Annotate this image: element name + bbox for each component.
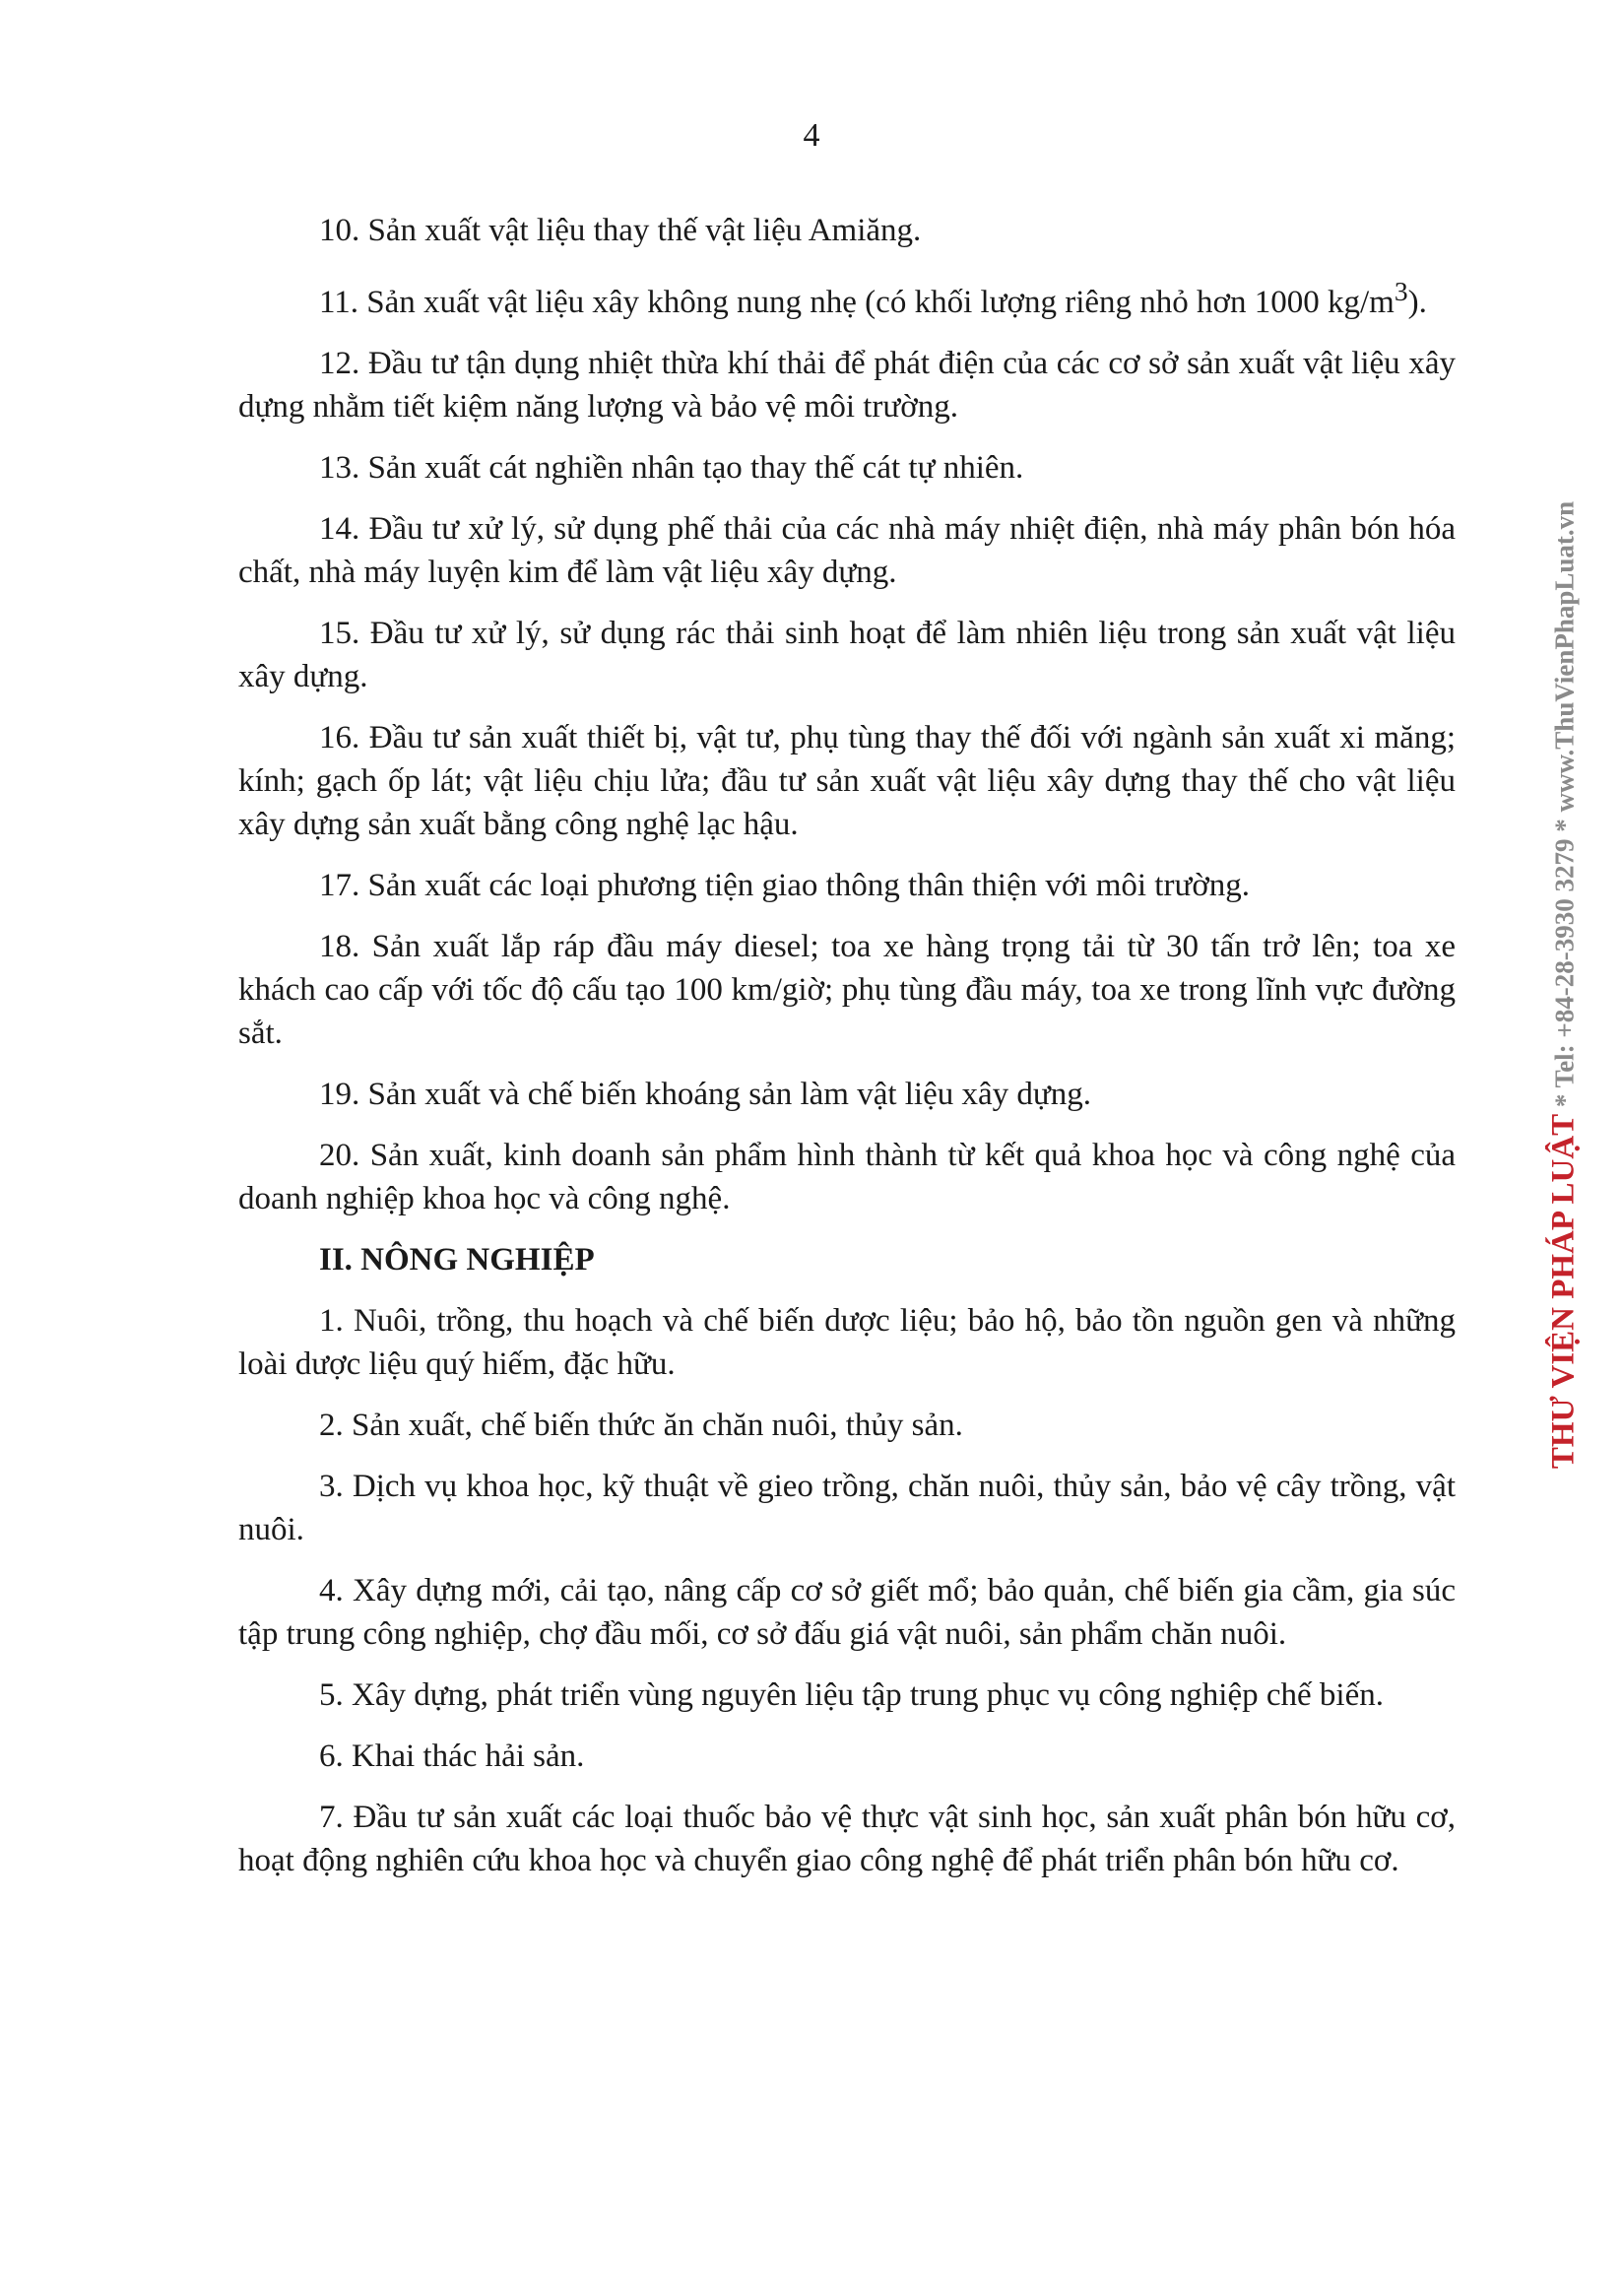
paragraph-16: 16. Đầu tư sản xuất thiết bị, vật tư, phụ tùng thay thế đối với ngành sản xuất xi măng; kính; gạch ốp lát; vật liệu chịu lửa; đầu tư sản xuất vật liệu xây dựng thay thế cho vật liệu xây dựng sản xuất bằng công nghệ lạc hậu. — [238, 720, 1456, 842]
section-paragraph-2: 2. Sản xuất, chế biến thức ăn chăn nuôi, thủy sản. — [319, 1408, 963, 1443]
section-paragraph-1: 1. Nuôi, trồng, thu hoạch và chế biến dược liệu; bảo hộ, bảo tồn nguồn gen và những loài dược liệu quý hiếm, đặc hữu. — [238, 1303, 1456, 1382]
paragraph-10: 10. Sản xuất vật liệu thay thế vật liệu Amiăng. — [319, 213, 922, 248]
watermark-contact: * Tel: +84-28-3930 3279 * www.ThuVienPhapLuat.vn — [1549, 500, 1580, 1108]
side-watermark — [1545, 500, 1582, 1470]
superscript-exponent: 3 — [1394, 276, 1408, 306]
page-number: 4 — [803, 117, 820, 154]
watermark-brand: THƯ VIỆN PHÁP LUẬT — [1545, 1113, 1582, 1470]
paragraph-11 — [238, 270, 1456, 324]
document-body — [238, 209, 1456, 1900]
paragraph-18: 18. Sản xuất lắp ráp đầu máy diesel; toa xe hàng trọng tải từ 30 tấn trở lên; toa xe khách cao cấp với tốc độ cấu tạo 100 km/giờ; phụ tùng đầu máy, toa xe trong lĩnh vực đường sắt. — [238, 929, 1456, 1051]
section-paragraph-4: 4. Xây dựng mới, cải tạo, nâng cấp cơ sở giết mổ; bảo quản, chế biến gia cầm, gia súc tập trung công nghiệp, chợ đầu mối, cơ sở đấu giá vật nuôi, sản phẩm chăn nuôi. — [238, 1573, 1456, 1652]
paragraph-11-tail: ). — [1407, 285, 1427, 320]
paragraph-12: 12. Đầu tư tận dụng nhiệt thừa khí thải để phát điện của các cơ sở sản xuất vật liệu xây dựng nhằm tiết kiệm năng lượng và bảo vệ môi trường. — [238, 346, 1456, 425]
section-paragraph-5: 5. Xây dựng, phát triển vùng nguyên liệu tập trung phục vụ công nghiệp chế biến. — [319, 1677, 1384, 1713]
section-heading: II. NÔNG NGHIỆP — [319, 1242, 595, 1278]
section-paragraph-3: 3. Dịch vụ khoa học, kỹ thuật về gieo trồng, chăn nuôi, thủy sản, bảo vệ cây trồng, vật nuôi. — [238, 1469, 1456, 1547]
paragraph-11-text: 11. Sản xuất vật liệu xây không nung nhẹ (có khối lượng riêng nhỏ hơn 1000 kg/m — [319, 285, 1395, 320]
paragraph-19: 19. Sản xuất và chế biến khoáng sản làm vật liệu xây dựng. — [319, 1077, 1092, 1112]
paragraph-13: 13. Sản xuất cát nghiền nhân tạo thay thế cát tự nhiên. — [319, 450, 1024, 486]
section-paragraph-7: 7. Đầu tư sản xuất các loại thuốc bảo vệ thực vật sinh học, sản xuất phân bón hữu cơ, hoạt động nghiên cứu khoa học và chuyển giao công nghệ để phát triển phân bón hữu cơ. — [238, 1800, 1456, 1878]
paragraph-14: 14. Đầu tư xử lý, sử dụng phế thải của các nhà máy nhiệt điện, nhà máy phân bón hóa chất, nhà máy luyện kim để làm vật liệu xây dựng. — [238, 511, 1456, 590]
paragraph-17: 17. Sản xuất các loại phương tiện giao thông thân thiện với môi trường. — [319, 868, 1251, 903]
section-paragraph-6: 6. Khai thác hải sản. — [319, 1738, 585, 1774]
paragraph-20: 20. Sản xuất, kinh doanh sản phẩm hình thành từ kết quả khoa học và công nghệ của doanh nghiệp khoa học và công nghệ. — [238, 1138, 1456, 1216]
paragraph-15: 15. Đầu tư xử lý, sử dụng rác thải sinh hoạt để làm nhiên liệu trong sản xuất vật liệu xây dựng. — [238, 616, 1456, 694]
